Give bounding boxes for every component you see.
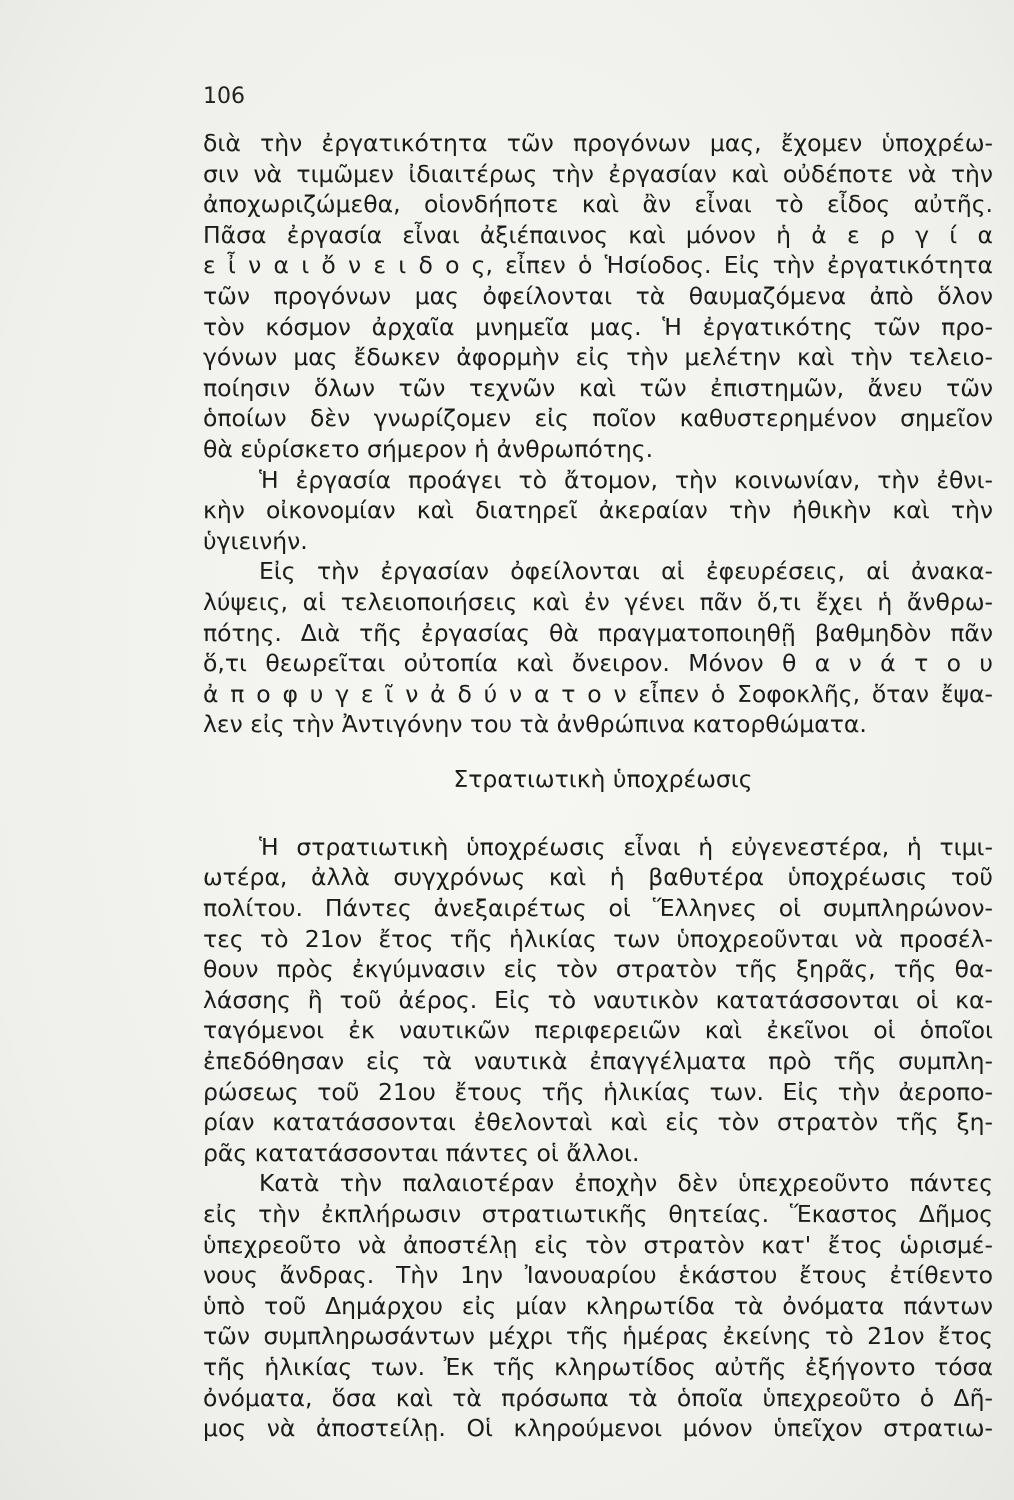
text-line: Ἡ στρατιωτικὴ ὑποχρέωσις εἶναι ἡ εὐγενεστέρα, ἡ τιμι-	[259, 832, 993, 861]
section-heading-wrap	[203, 740, 993, 832]
text-line: τὸν κόσμον ἀρχαῖα μνημεῖα μας. Ἡ ἐργατικότης τῶν προ-	[203, 312, 993, 341]
text-line: ὁποίων δὲν γνωρίζομεν εἰς ποῖον καθυστερημένον σημεῖον	[203, 404, 993, 433]
text-line: ἀποχωριζώμεθα, οἱονδήποτε καὶ ἂν εἶναι τὸ εἶδος αὐτῆς.	[203, 190, 993, 219]
text-line: ὑπεχρεοῦτο νὰ ἀποστέλῃ εἰς τὸν στρατὸν κατ' ἔτος ὡρισμέ-	[203, 1230, 993, 1259]
text-line: σιν νὰ τιμῶμεν ἰδιαιτέρως τὴν ἐργασίαν καὶ οὐδέποτε νὰ τὴν	[203, 159, 993, 188]
text-line: ὑπὸ τοῦ Δημάρχου εἰς μίαν κληρωτίδα τὰ ὀνόματα πάντων	[203, 1291, 993, 1320]
text-line: Πᾶσα ἐργασία εἶναι ἀξιέπαινος καὶ μόνον ἡ ἀ ε ρ γ ί α	[203, 220, 993, 249]
text-line: κὴν οἰκονομίαν καὶ διατηρεῖ ἀκεραίαν τὴν ἠθικὴν καὶ τὴν	[203, 496, 993, 525]
body-text	[203, 128, 993, 1444]
text-line: γόνων μας ἔδωκεν ἀφορμὴν εἰς τὴν μελέτην καὶ τὴν τελειο-	[203, 343, 993, 372]
text-line: τες τὸ 21ον ἔτος τῆς ἡλικίας των ὑποχρεοῦνται νὰ προσέλ-	[203, 924, 993, 953]
text-line: ἀ π ο φ υ γ ε ῖ ν ἀ δ ύ ν α τ ο ν εἶπεν ὁ Σοφοκλῆς, ὅταν ἔψα-	[203, 679, 993, 708]
text-line: λεν εἰς τὴν Ἀντιγόνην του τὰ ἀνθρώπινα κατορθώματα.	[203, 710, 867, 739]
text-line: ὅ,τι θεωρεῖται οὐτοπία καὶ ὄνειρον. Μόνον θ α ν ά τ ο υ	[203, 649, 993, 678]
text-line: θὰ εὑρίσκετο σήμερον ἡ ἀνθρωπότης.	[203, 434, 654, 463]
text-line: λύψεις, αἱ τελειοποιήσεις καὶ ἐν γένει πᾶν ὅ,τι ἔχει ἡ ἄνθρω-	[203, 587, 993, 616]
text-line: ταγόμενοι ἐκ ναυτικῶν περιφερειῶν καὶ ἐκεῖνοι οἱ ὁποῖοι	[203, 1016, 993, 1045]
text-line: διὰ τὴν ἐργατικότητα τῶν προγόνων μας, ἔχομεν ὑποχρέω-	[203, 129, 993, 157]
text-line: ρίαν κατατάσσονται ἐθελονταὶ καὶ εἰς τὸν στρατὸν τῆς ξη-	[203, 1108, 993, 1137]
text-line: τῶν συμπληρωσάντων μέχρι τῆς ἡμέρας ἐκείνης τὸ 21ον ἔτος	[203, 1322, 993, 1351]
page-number: 106	[203, 84, 245, 109]
text-line: ρώσεως τοῦ 21ου ἔτους τῆς ἡλικίας των. Εἰς τὴν ἀεροπο-	[203, 1077, 993, 1106]
text-line: τῶν προγόνων μας ὀφείλονται τὰ θαυμαζόμενα ἀπὸ ὅλον	[203, 281, 993, 310]
text-line: Κατὰ τὴν παλαιοτέραν ἐποχὴν δὲν ὑπεχρεοῦντο πάντες	[259, 1169, 993, 1198]
text-line: ὀνόματα, ὅσα καὶ τὰ πρόσωπα τὰ ὁποῖα ὑπεχρεοῦτο ὁ Δῆ-	[203, 1383, 993, 1412]
text-line: ε ἶ ν α ι ὄ ν ε ι δ ο ς, εἶπεν ὁ Ἡσίοδος. Εἰς τὴν ἐργατικότητα	[203, 251, 993, 280]
text-line: λάσσης ἢ τοῦ ἀέρος. Εἰς τὸ ναυτικὸν κατατάσσονται οἱ κα-	[203, 985, 993, 1014]
text-line: νους ἄνδρας. Τὴν 1ην Ἰανουαρίου ἑκάστου ἔτους ἐτίθεντο	[203, 1261, 993, 1290]
text-line: μος νὰ ἀποστείλῃ. Οἱ κληρούμενοι μόνον ὑπεῖχον στρατιω-	[203, 1414, 993, 1443]
text-line: πολίτου. Πάντες ἀνεξαιρέτως οἱ Ἕλληνες οἱ συμπληρώνον-	[203, 894, 993, 923]
text-line: Ἡ ἐργασία προάγει τὸ ἄτομον, τὴν κοινωνίαν, τὴν ἐθνι-	[259, 465, 993, 494]
text-line: ωτέρα, ἀλλὰ συγχρόνως καὶ ἡ βαθυτέρα ὑποχρέωσις τοῦ	[203, 863, 993, 892]
text-line: θουν πρὸς ἐκγύμνασιν εἰς τὸν στρατὸν τῆς ξηρᾶς, τῆς θα-	[203, 955, 993, 984]
text-line: τῆς ἡλικίας των. Ἐκ τῆς κληρωτίδος αὐτῆς ἐξήγοντο τόσα	[203, 1352, 993, 1381]
text-line: ποίησιν ὅλων τῶν τεχνῶν καὶ τῶν ἐπιστημῶν, ἄνευ τῶν	[203, 373, 993, 402]
text-line: ὑγιεινήν.	[203, 526, 308, 555]
text-line: Εἰς τὴν ἐργασίαν ὀφείλονται αἱ ἐφευρέσεις, αἱ ἀνακα-	[259, 557, 993, 586]
section-heading: Στρατιωτικὴ ὑποχρέωσις	[453, 764, 753, 793]
text-line: ρᾶς κατατάσσονται πάντες οἱ ἄλλοι.	[203, 1138, 640, 1167]
text-line: ἐπεδόθησαν εἰς τὰ ναυτικὰ ἐπαγγέλματα πρὸ τῆς συμπλη-	[203, 1047, 993, 1076]
text-line: εἰς τὴν ἐκπλήρωσιν στρατιωτικῆς θητείας. Ἕκαστος Δῆμος	[203, 1200, 993, 1228]
text-line: πότης. Διὰ τῆς ἐργασίας θὰ πραγματοποιηθῇ βαθμηδὸν πᾶν	[203, 618, 993, 647]
